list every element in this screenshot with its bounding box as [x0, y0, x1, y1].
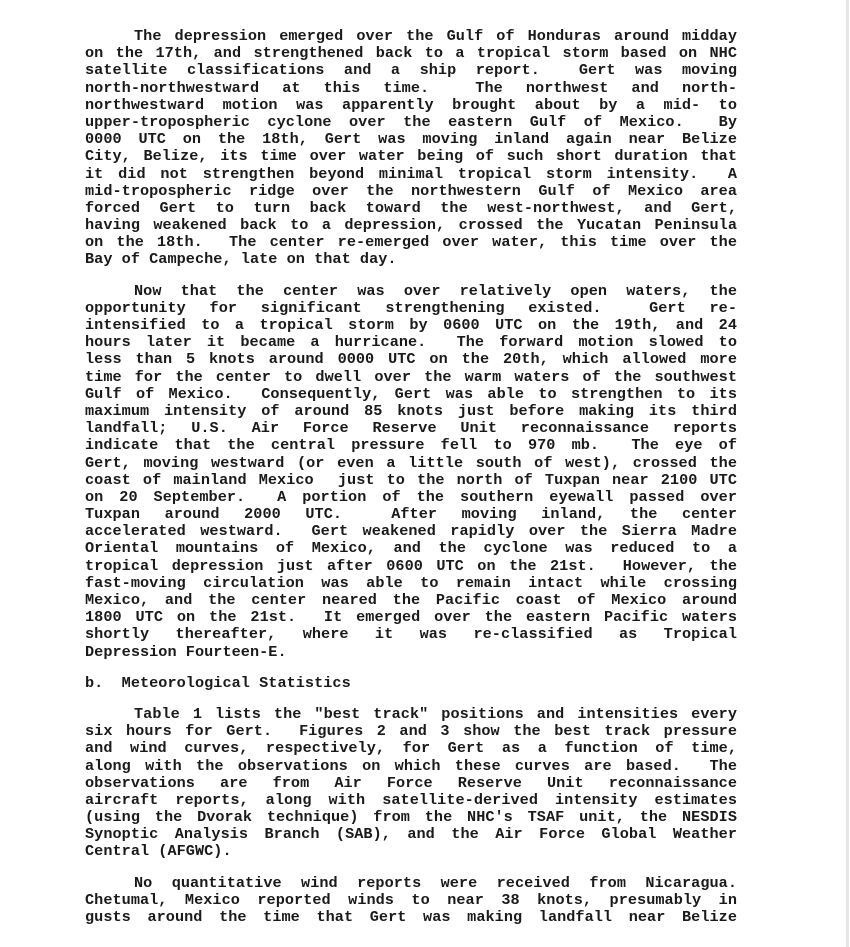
- text-line: satellite classifications and a ship report. Gert was moving: [85, 61, 737, 80]
- synopsis-section: [85, 28, 737, 661]
- text-line: Bay of Campeche, late on that day.: [85, 250, 397, 269]
- text-line: Synoptic Analysis Branch (SAB), and the Air Force Global Weather: [85, 825, 737, 844]
- text-line: and wind curves, respectively, for Gert as a function of time,: [85, 739, 737, 758]
- text-line: mid-tropospheric ridge over the northwestern Gulf of Mexico area: [85, 181, 737, 200]
- text-line: six hours for Gert. Figures 2 and 3 show the best track pressure: [85, 722, 737, 741]
- paragraph: [85, 28, 737, 269]
- text-line: Central (AFGWC).: [85, 842, 232, 861]
- text-line: Tuxpan around 2000 UTC. After moving inland, the center: [85, 505, 737, 524]
- text-line: north-northwestward at this time. The northwest and north-: [85, 78, 737, 97]
- paragraph: [85, 283, 737, 661]
- text-line: tropical depression just after 0600 UTC on the 21st. However, the: [85, 556, 737, 575]
- text-line: fast-moving circulation was able to remain intact while crossing: [85, 573, 737, 592]
- text-line: accelerated westward. Gert weakened rapidly over the Sierra Madre: [85, 522, 737, 541]
- document-body: [85, 28, 737, 940]
- text-line: Oriental mountains of Mexico, and the cyclone was reduced to a: [85, 539, 737, 558]
- text-line: City, Belize, its time over water being of such short duration that: [85, 147, 737, 166]
- text-line: gusts around the time that Gert was making landfall near Belize: [85, 908, 737, 927]
- text-line: forced Gert to turn back toward the west-northwest, and Gert,: [85, 198, 737, 217]
- text-line: Gert, moving westward (or even a little south of west), crossed the: [85, 453, 737, 472]
- text-line: observations are from Air Force Reserve Unit reconnaissance: [85, 773, 737, 792]
- page-edge: [846, 0, 849, 947]
- text-line: less than 5 knots around 0000 UTC on the 20th, which allowed more: [85, 350, 737, 369]
- text-line: 0000 UTC on the 18th, Gert was moving inland again near Belize: [85, 130, 737, 149]
- text-line: intensified to a tropical storm by 0600 UTC on the 19th, and 24: [85, 316, 737, 334]
- text-line: No quantitative wind reports were received from Nicaragua.: [134, 873, 737, 892]
- text-line: on the 17th, and strengthened back to a tropical storm based on NHC: [85, 44, 737, 63]
- text-line: on 20 September. A portion of the southern eyewall passed over: [85, 487, 737, 506]
- text-line: indicate that the central pressure fell to 970 mb. The eye of: [85, 436, 737, 455]
- text-line: aircraft reports, along with satellite-derived intensity estimates: [85, 790, 737, 809]
- text-line: it did not strengthen beyond minimal tropical storm intensity. A: [85, 164, 737, 183]
- text-line: Table 1 lists the "best track" positions and intensities every: [134, 704, 737, 723]
- text-line: coast of mainland Mexico just to the north of Tuxpan near 2100 UTC: [85, 470, 737, 489]
- text-line: Now that the center was over relatively open waters, the: [134, 281, 737, 300]
- text-line: along with the observations on which these curves are based. The: [85, 756, 737, 775]
- text-line: northwestward motion was apparently brought about by a mid- to: [85, 95, 737, 114]
- text-line: 1800 UTC on the 21st. It emerged over the eastern Pacific waters: [85, 608, 737, 627]
- meteorological-statistics-section: [85, 706, 737, 926]
- text-line: shortly thereafter, where it was re-classified as Tropical: [85, 625, 737, 644]
- text-line: Chetumal, Mexico reported winds to near 38 knots, presumably in: [85, 890, 737, 909]
- section-heading: b. Meteorological Statistics: [85, 673, 351, 692]
- text-line: time for the center to dwell over the warm waters of the southwest: [85, 367, 737, 386]
- text-line: having weakened back to a depression, crossed the Yucatan Peninsula: [85, 216, 737, 235]
- text-line: upper-tropospheric cyclone over the eastern Gulf of Mexico. By: [85, 112, 737, 131]
- text-line: opportunity for significant strengthening existed. Gert re-: [85, 298, 737, 317]
- text-line: maximum intensity of around 85 knots just before making its third: [85, 401, 737, 420]
- text-line: landfall; U.S. Air Force Reserve Unit reconnaissance reports: [85, 419, 737, 438]
- text-line: Gulf of Mexico. Consequently, Gert was able to strengthen to its: [85, 384, 737, 403]
- text-line: on the 18th. The center re-emerged over water, this time over the: [85, 233, 737, 252]
- paragraph: [85, 875, 737, 927]
- paragraph: [85, 706, 737, 861]
- text-line: The depression emerged over the Gulf of Honduras around midday: [134, 27, 737, 45]
- text-line: Mexico, and the center neared the Pacific coast of Mexico around: [85, 591, 737, 609]
- text-line: hours later it became a hurricane. The forward motion slowed to: [85, 333, 737, 352]
- text-line: (using the Dvorak technique) from the NHC's TSAF unit, the NESDIS: [85, 808, 737, 827]
- text-line: Depression Fourteen-E.: [85, 642, 287, 661]
